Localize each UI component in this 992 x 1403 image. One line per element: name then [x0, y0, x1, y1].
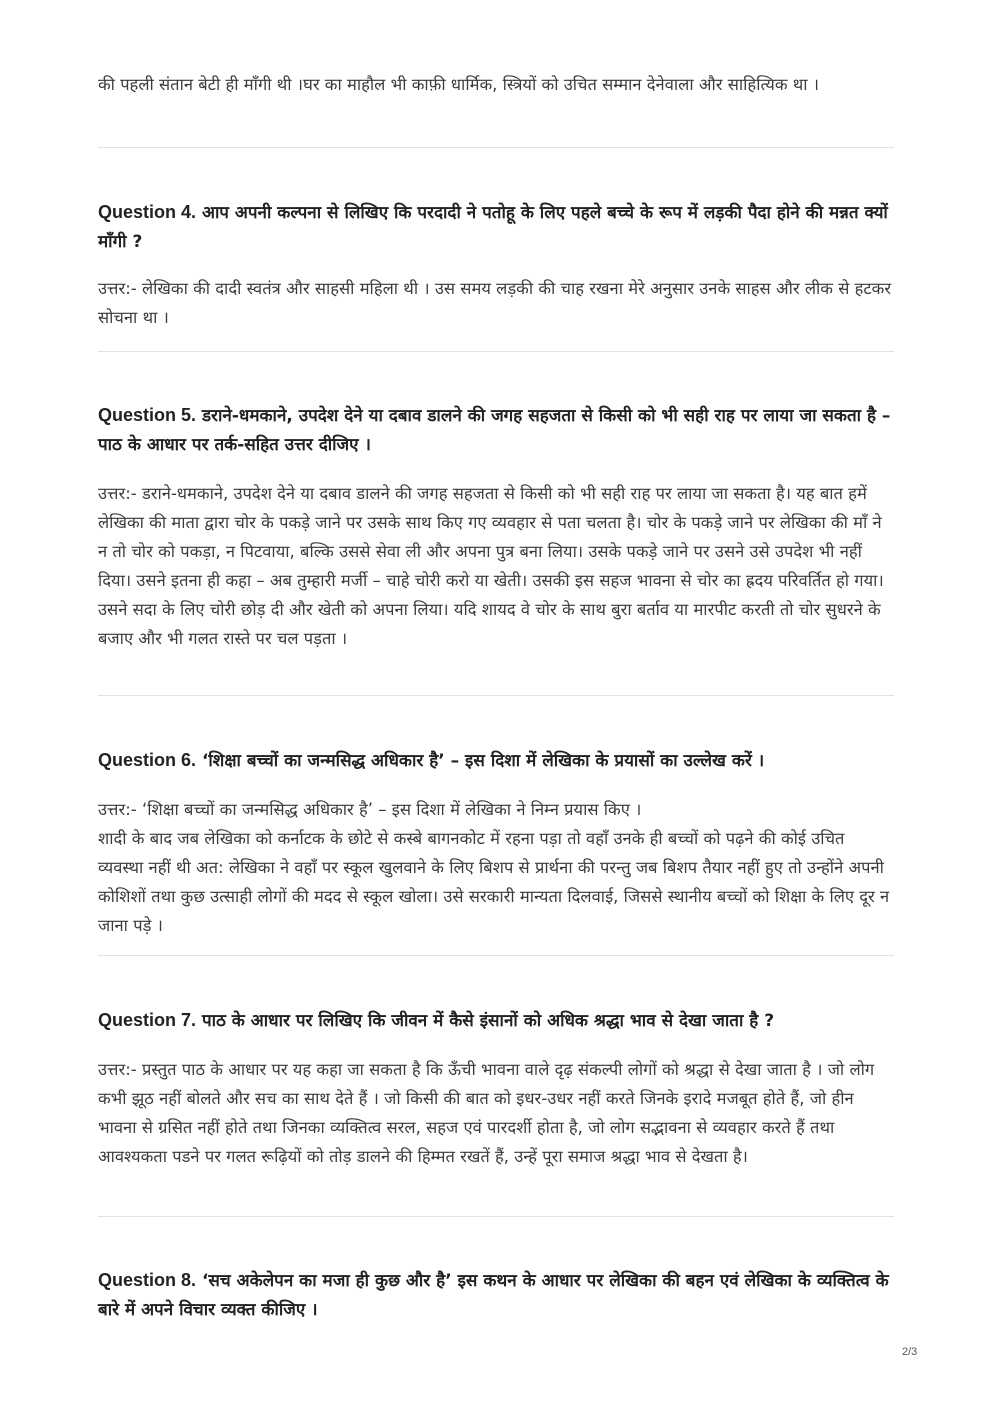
answer-4 [98, 274, 894, 332]
question-7 [98, 1006, 894, 1036]
section-divider [98, 147, 894, 148]
question-text: ‘सच अकेलेपन का मजा ही कुछ और है’ इस कथन के आधार पर लेखिका की बहन एवं लेखिका के व्यक्तित्व के बारे में अपने विचार व्यक्त कीजिए । [98, 1271, 889, 1320]
question-heading [98, 401, 894, 460]
question-heading [98, 198, 894, 257]
question-label: Question 8. [98, 1270, 197, 1290]
question-heading [98, 746, 894, 776]
previous-answer-continuation [98, 70, 894, 99]
question-6 [98, 746, 894, 776]
question-8 [98, 1266, 894, 1325]
section-divider [98, 955, 894, 956]
question-text: ‘शिक्षा बच्चों का जन्मसिद्ध अधिकार है’ – इस दिशा में लेखिका के प्रयासों का उल्लेख करें । [201, 751, 765, 771]
question-heading [98, 1266, 894, 1325]
answer-text: उत्तर:- लेखिका की दादी स्वतंत्र और साहसी महिला थी । उस समय लड़की की चाह रखना मेरे अनुसार उनके साहस और लीक से हटकर सोचना था । [98, 279, 892, 327]
answer-text-continued: शादी के बाद जब लेखिका को कर्नाटक के छोटे से कस्बे बागनकोट में रहना पड़ा तो वहाँ उनके ही बच्चों को पढ़ने की कोई उचित व्यवस्था नहीं थी अत: लेखिका ने वहाँ पर स्कूल खुलवाने के लिए बिशप से प्रार्थना की परन्तु जब बिशप तैयार नहीं हुए तो उन्होंने अपनी कोशिशों तथा कुछ उत्साही लोगों की मदद से स्कूल खोला। उसे सरकारी मान्यता दिलवाई, जिससे स्थानीय बच्चों को शिक्षा के लिए दूर न जाना पड़े । [98, 829, 890, 935]
page-number: 2/3 [902, 1346, 918, 1358]
answer-7 [98, 1055, 894, 1171]
question-5 [98, 401, 894, 460]
question-label: Question 7. [98, 1010, 197, 1030]
section-divider [98, 695, 894, 696]
question-text: आप अपनी कल्पना से लिखिए कि परदादी ने पतोहू के लिए पहले बच्चे के रूप में लड़की पैदा होने की मन्नत क्यों माँगी ? [98, 203, 888, 252]
question-text: डराने-धमकाने, उपदेश देने या दबाव डालने की जगह सहजता से किसी को भी सही राह पर लाया जा सकता है – पाठ के आधार पर तर्क-सहित उत्तर दीजिए । [98, 406, 891, 455]
answer-text: उत्तर:- प्रस्तुत पाठ के आधार पर यह कहा जा सकता है कि ऊँची भावना वाले दृढ़ संकल्पी लोगों को श्रद्धा से देखा जाता है । जो लोग कभी झूठ नहीं बोलते और सच का साथ देते हैं । जो किसी की बात को इधर-उधर नहीं करते जिनके इरादे मजबूत होते हैं, जो हीन भावना से ग्रसित नहीं होते तथा जिनका व्यक्तित्व सरल, सहज एवं पारदर्शी होता है, जो लोग सद्भावना से व्यवहार करते हैं तथा आवश्यकता पडने पर गलत रूढ़ियों को तोड़ डालने की हिम्मत रखतें हैं, उन्हें पूरा समाज श्रद्धा भाव से देखता है। [98, 1060, 875, 1166]
question-label: Question 4. [98, 202, 197, 222]
question-text: पाठ के आधार पर लिखिए कि जीवन में कैसे इंसानों को अधिक श्रद्धा भाव से देखा जाता है ? [201, 1011, 775, 1031]
section-divider [98, 351, 894, 352]
question-4 [98, 198, 894, 257]
answer-text: की पहली संतान बेटी ही माँगी थी ।घर का माहौल भी काफ़ी धार्मिक, स्त्रियों को उचित सम्मान देनेवाला और साहित्यिक था । [98, 75, 820, 94]
answer-5 [98, 479, 894, 653]
answer-text: उत्तर:- डराने-धमकाने, उपदेश देने या दबाव डालने की जगह सहजता से किसी को भी सही राह पर लाया जा सकता है। यह बात हमें लेखिका की माता द्वारा चोर के पकड़े जाने पर उसके साथ किए गए व्यवहार से पता चलता है। चोर के पकड़े जाने पर लेखिका की माँ ने न तो चोर को पकड़ा, न पिटवाया, बल्कि उससे सेवा ली और अपना पुत्र बना लिया। उसके पकड़े जाने पर उसने उसे उपदेश भी नहीं दिया। उसने इतना ही कहा – अब तुम्हारी मर्जी – चाहे चोरी करो या खेती। उसकी इस सहज भावना से चोर का ह्रदय परिवर्तित हो गया। उसने सदा के लिए चोरी छोड़ दी और खेती को अपना लिया। यदि शायद वे चोर के साथ बुरा बर्ताव या मारपीट करती तो चोर सुधरने के बजाए और भी गलत रास्ते पर चल पड़ता । [98, 484, 884, 648]
question-heading [98, 1006, 894, 1036]
question-label: Question 5. [98, 405, 197, 425]
answer-6 [98, 795, 894, 940]
question-label: Question 6. [98, 750, 197, 770]
section-divider [98, 1216, 894, 1217]
answer-text: उत्तर:- ‘शिक्षा बच्चों का जन्मसिद्ध अधिकार है’ – इस दिशा में लेखिका ने निम्न प्रयास किए । [98, 800, 642, 819]
